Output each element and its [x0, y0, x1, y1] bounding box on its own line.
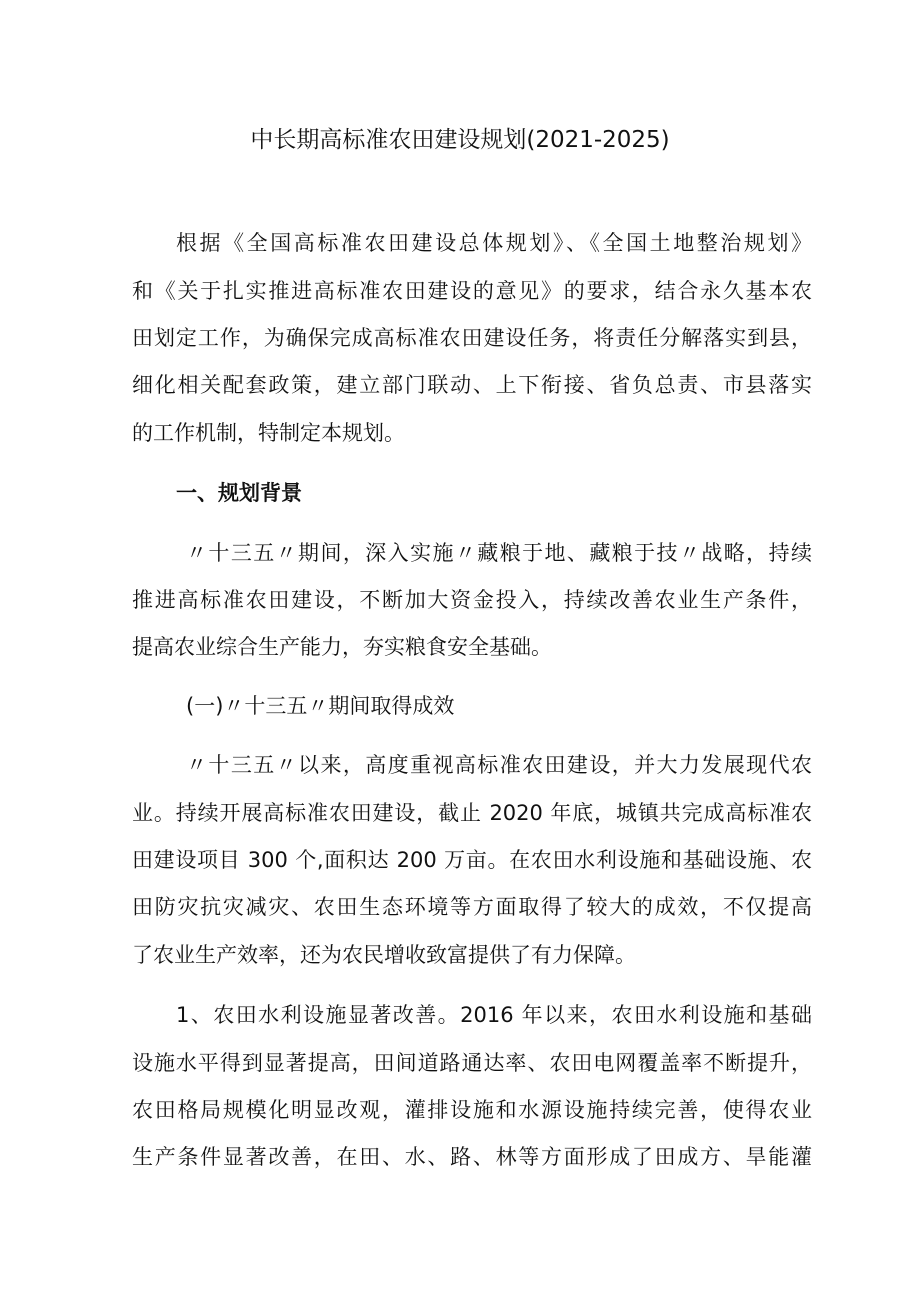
- paragraph-line: 细化相关配套政策，建立部门联动、上下衔接、省负总责、市县落实: [132, 373, 812, 397]
- paragraph-line: 的工作机制，特制定本规划。: [132, 421, 405, 445]
- document-title: 中长期高标准农田建设规划(2021-2025): [250, 127, 670, 153]
- subsection-heading: (一)〃十三五〃期间取得成效: [186, 694, 455, 718]
- paragraph-line: 了农业生产效率，还为农民增收致富提供了有力保障。: [132, 943, 636, 967]
- paragraph-line: 1、农田水利设施显著改善。2016 年以来，农田水利设施和基础: [176, 1003, 812, 1027]
- paragraph-line: 农田格局规模化明显改观，灌排设施和水源设施持续完善，使得农业: [132, 1098, 812, 1122]
- paragraph-line: 设施水平得到显著提高，田间道路通达率、农田电网覆盖率不断提升，: [132, 1051, 812, 1075]
- paragraph-line: 田划定工作，为确保完成高标准农田建设任务，将责任分解落实到县，: [132, 326, 812, 350]
- section-heading: 一、规划背景: [176, 481, 302, 505]
- paragraph-line: 业。持续开展高标准农田建设，截止 2020 年底，城镇共完成高标准农: [132, 801, 812, 825]
- paragraph-line: 生产条件显著改善，在田、水、路、林等方面形成了田成方、旱能灌: [132, 1145, 812, 1169]
- paragraph-line: 根据《全国高标准农田建设总体规划》、《全国土地整治规划》: [176, 231, 812, 255]
- paragraph-line: 和《关于扎实推进高标准农田建设的意见》的要求，结合永久基本农: [132, 279, 812, 303]
- paragraph-line: 〃十三五〃期间，深入实施〃藏粮于地、藏粮于技〃战略，持续: [186, 541, 812, 565]
- paragraph-line: 田建设项目 300 个,面积达 200 万亩。在农田水利设施和基础设施、农: [132, 848, 812, 872]
- paragraph-line: 推进高标准农田建设，不断加大资金投入，持续改善农业生产条件，: [132, 588, 812, 612]
- paragraph-line: 提高农业综合生产能力，夯实粮食安全基础。: [132, 635, 552, 659]
- paragraph-line: 田防灾抗灾减灾、农田生态环境等方面取得了较大的成效，不仅提高: [132, 895, 812, 919]
- paragraph-line: 〃十三五〃以来，高度重视高标准农田建设，并大力发展现代农: [186, 753, 812, 777]
